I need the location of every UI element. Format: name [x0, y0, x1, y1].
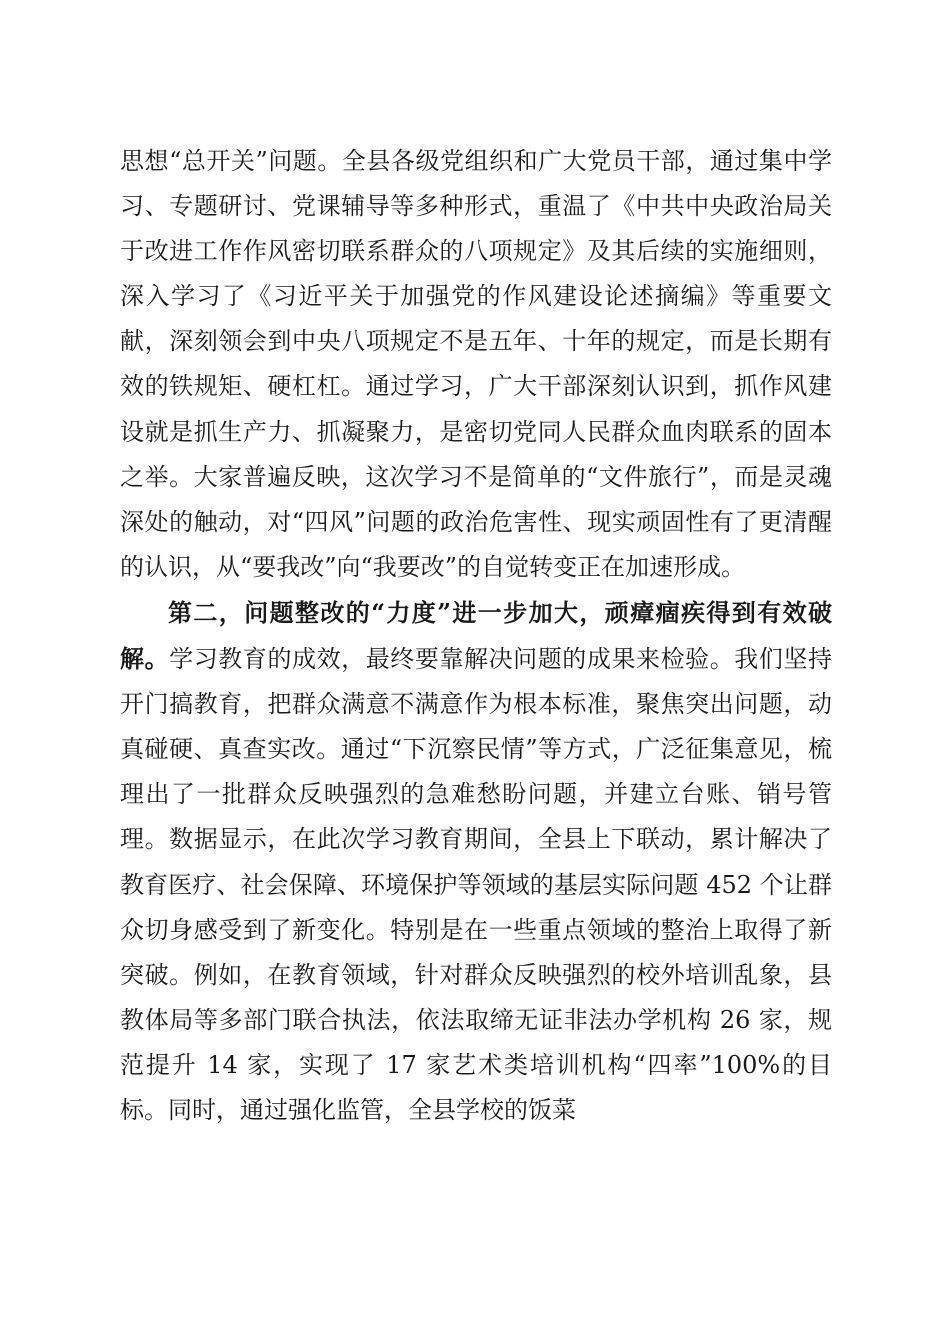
paragraph-2-heading: 第二，问题整改的“力度”进一步加大，顽瘴痼疾得到有效破解。 [120, 597, 832, 674]
paragraph-1 [120, 139, 832, 590]
paragraph-2-text: 学习教育的成效，最终要靠解决问题的成果来检验。我们坚持开门搞教育，把群众满意不满意作为根本标准，聚焦突出问题，动真碰硬、真查实改。通过“下沉察民情”等方式，广泛征集意见，梳理出了一批群众反映强烈的急难愁盼问题，并建立台账、销号管理。数据显示，在此次学习教育期间，全县上下联动，累计解决了教育医疗、社会保障、环境保护等领域的基层实际问题 452 个让群众切身感受到了新变化。特别是在一些重点领域的整治上取得了新突破。例如，在教育领域，针对群众反映强烈的校外培训乱象，县教体局等多部门联合执法，依法取缔无证非法办学机构 26 家，规范提升 14 家，实现了 17 家艺术类培训机构“四率”100%的目标。同时，通过强化监管，全县学校的饭菜 [120, 645, 833, 1124]
document-body [120, 139, 832, 1133]
paragraph-1-text: 思想“总开关”问题。全县各级党组织和广大党员干部，通过集中学习、专题研讨、党课辅导等多种形式，重温了《中共中央政治局关于改进工作作风密切联系群众的八项规定》及其后续的实施细则，深入学习了《习近平关于加强党的作风建设论述摘编》等重要文献，深刻领会到中央八项规定不是五年、十年的规定，而是长期有效的铁规矩、硬杠杠。通过学习，广大干部深刻认识到，抓作风建设就是抓生产力、抓凝聚力，是密切党同人民群众血肉联系的固本之举。大家普遍反映，这次学习不是简单的“文件旅行”，而是灵魂深处的触动，对“四风”问题的政治危害性、现实顽固性有了更清醒的认识，从“要我改”向“我要改”的自觉转变正在加速形成。 [120, 147, 832, 581]
paragraph-2 [120, 590, 832, 1133]
